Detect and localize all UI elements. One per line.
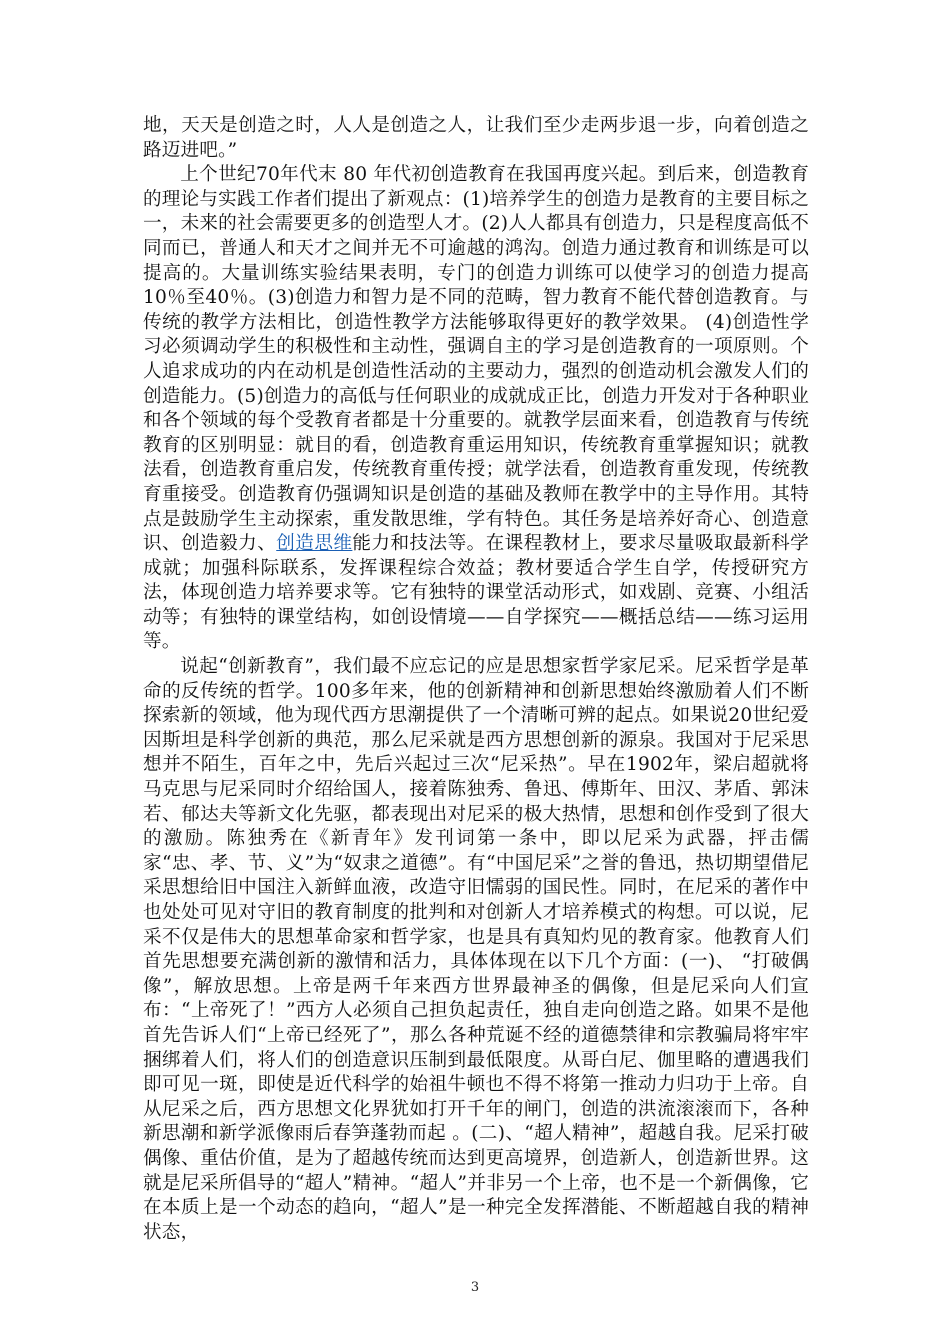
paragraph-2-text: 上个世纪70年代末 80 年代初创造教育在我国再度兴起。到后来，创造教育的理论与实践工作者们提出了新观点：(1)培养学生的创造力是教育的主要目标之一，未来的社会需要更多的创造型人才。(2)人人都具有创造力，只是程度高低不同而已，普通人和天才之间并无不可逾越的鸿沟。创造力通过教育和训练是可以提高的。大量训练实验结果表明，专门的创造力训练可以使学习的创造力提高10％至40％。(3)创造力和智力是不同的范畴，智力教育不能代替创造教育。与传统的教学方法相比，创造性教学方法能够取得更好的教学效果。 (4)创造性学习必须调动学生的积极性和主动性，强调自主的学习是创造教育的一项原则。个人追求成功的内在动机是创造性活动的主要动力，强烈的创造动机会激发人们的创造能力。(5)创造力的高低与任何职业的成就成正比，创造力开发对于各种职业和各个领域的每个受教育者都是十分重要的。就教学层面来看，创造教育与传统教育的区别明显：就目的看，创造教育重运用知识，传统教育重掌握知识；就教法看，创造教育重启发，传统教育重传授；就学法看，创造教育重发现，传统教育重接受。创造教育仍强调知识是创造的基础及教师在教学中的主导作用。其特点是鼓励学生主动探索，重发散思维，学有特色。其任务是培养好奇心、创造意识、创造毅力、 <box>143 164 809 555</box>
paragraph-3: 说起“创新教育”，我们最不应忘记的应是思想家哲学家尼采。尼采哲学是革命的反传统的哲学。100多年来，他的创新精神和创新思想始终激励着人们不断探索新的领域，他为现代西方思潮提供了一个清晰可辨的起点。如果说20世纪爱因斯坦是科学创新的典范，那么尼采就是西方思想创新的源泉。我国对于尼采思想并不陌生，百年之中，先后兴起过三次“尼采热”。早在1902年，梁启超就将马克思与尼采同时介绍给国人，接着陈独秀、鲁迅、傅斯年、田汉、茅盾、郭沫若、郁达夫等新文化先驱，都表现出对尼采的极大热情，思想和创作受到了很大的激励。陈独秀在《新青年》发刊词第一条中，即以尼采为武器，抨击儒家“忠、孝、节、义”为“奴隶之道德”。有“中国尼采”之誉的鲁迅，热切期望借尼采思想给旧中国注入新鲜血液，改造守旧懦弱的国民性。同时，在尼采的著作中也处处可见对守旧的教育制度的批判和对创新人才培养模式的构想。可以说，尼采不仅是伟大的思想革命家和哲学家，也是具有真知灼见的教育家。他教育人们首先思想要充满创新的激情和活力，具体体现在以下几个方面：(一)、 “打破偶像”，解放思想。上帝是两千年来西方世界最神圣的偶像，但是尼采向人们宣布：“上帝死了！”西方人必须自己担负起责任，独自走向创造之路。如果不是他首先告诉人们“上帝已经死了”，那么各种荒诞不经的道德禁律和宗教骗局将牢牢捆绑着人们，将人们的创造意识压制到最低限度。从哥白尼、伽里略的遭遇我们即可见一斑，即使是近代科学的始祖牛顿也不得不将第一推动力归功于上帝。自从尼采之后，西方思想文化界犹如打开千年的闸门，创造的洪流滚滚而下，各种新思潮和新学派像雨后春笋蓬勃而起 。(二)、“超人精神”，超越自我。尼采打破偶像、重估价值，是为了超越传统而达到更高境界，创造新人，创造新世界。这就是尼采所倡导的“超人”精神。“超人”并非另一个上帝，也不是一个新偶像，它在本质上是一个动态的趋向，“超人”是一种完全发挥潜能、不断超越自我的精神状态， <box>143 656 809 1243</box>
paragraph-2 <box>143 163 809 655</box>
page-number: 3 <box>470 1280 480 1295</box>
paragraph-2-text-after-link: 能力和技法等。在课程教材上，要求尽量吸取最新科学成就；加强科际联系，发挥课程综合效益；教材要适合学生自学，传授研究方法，体现创造力培养要求等。它有独特的课堂活动形式，如戏剧、竞赛、小组活动等；有独特的课堂结构，如创设情境——自学探究——概括总结——练习运用等。 <box>143 533 809 653</box>
document-body <box>143 114 809 1245</box>
creative-thinking-link[interactable]: 创造思维 <box>276 533 353 555</box>
paragraph-1: 地，天天是创造之时，人人是创造之人，让我们至少走两步退一步，向着创造之路迈进吧。” <box>143 115 809 161</box>
